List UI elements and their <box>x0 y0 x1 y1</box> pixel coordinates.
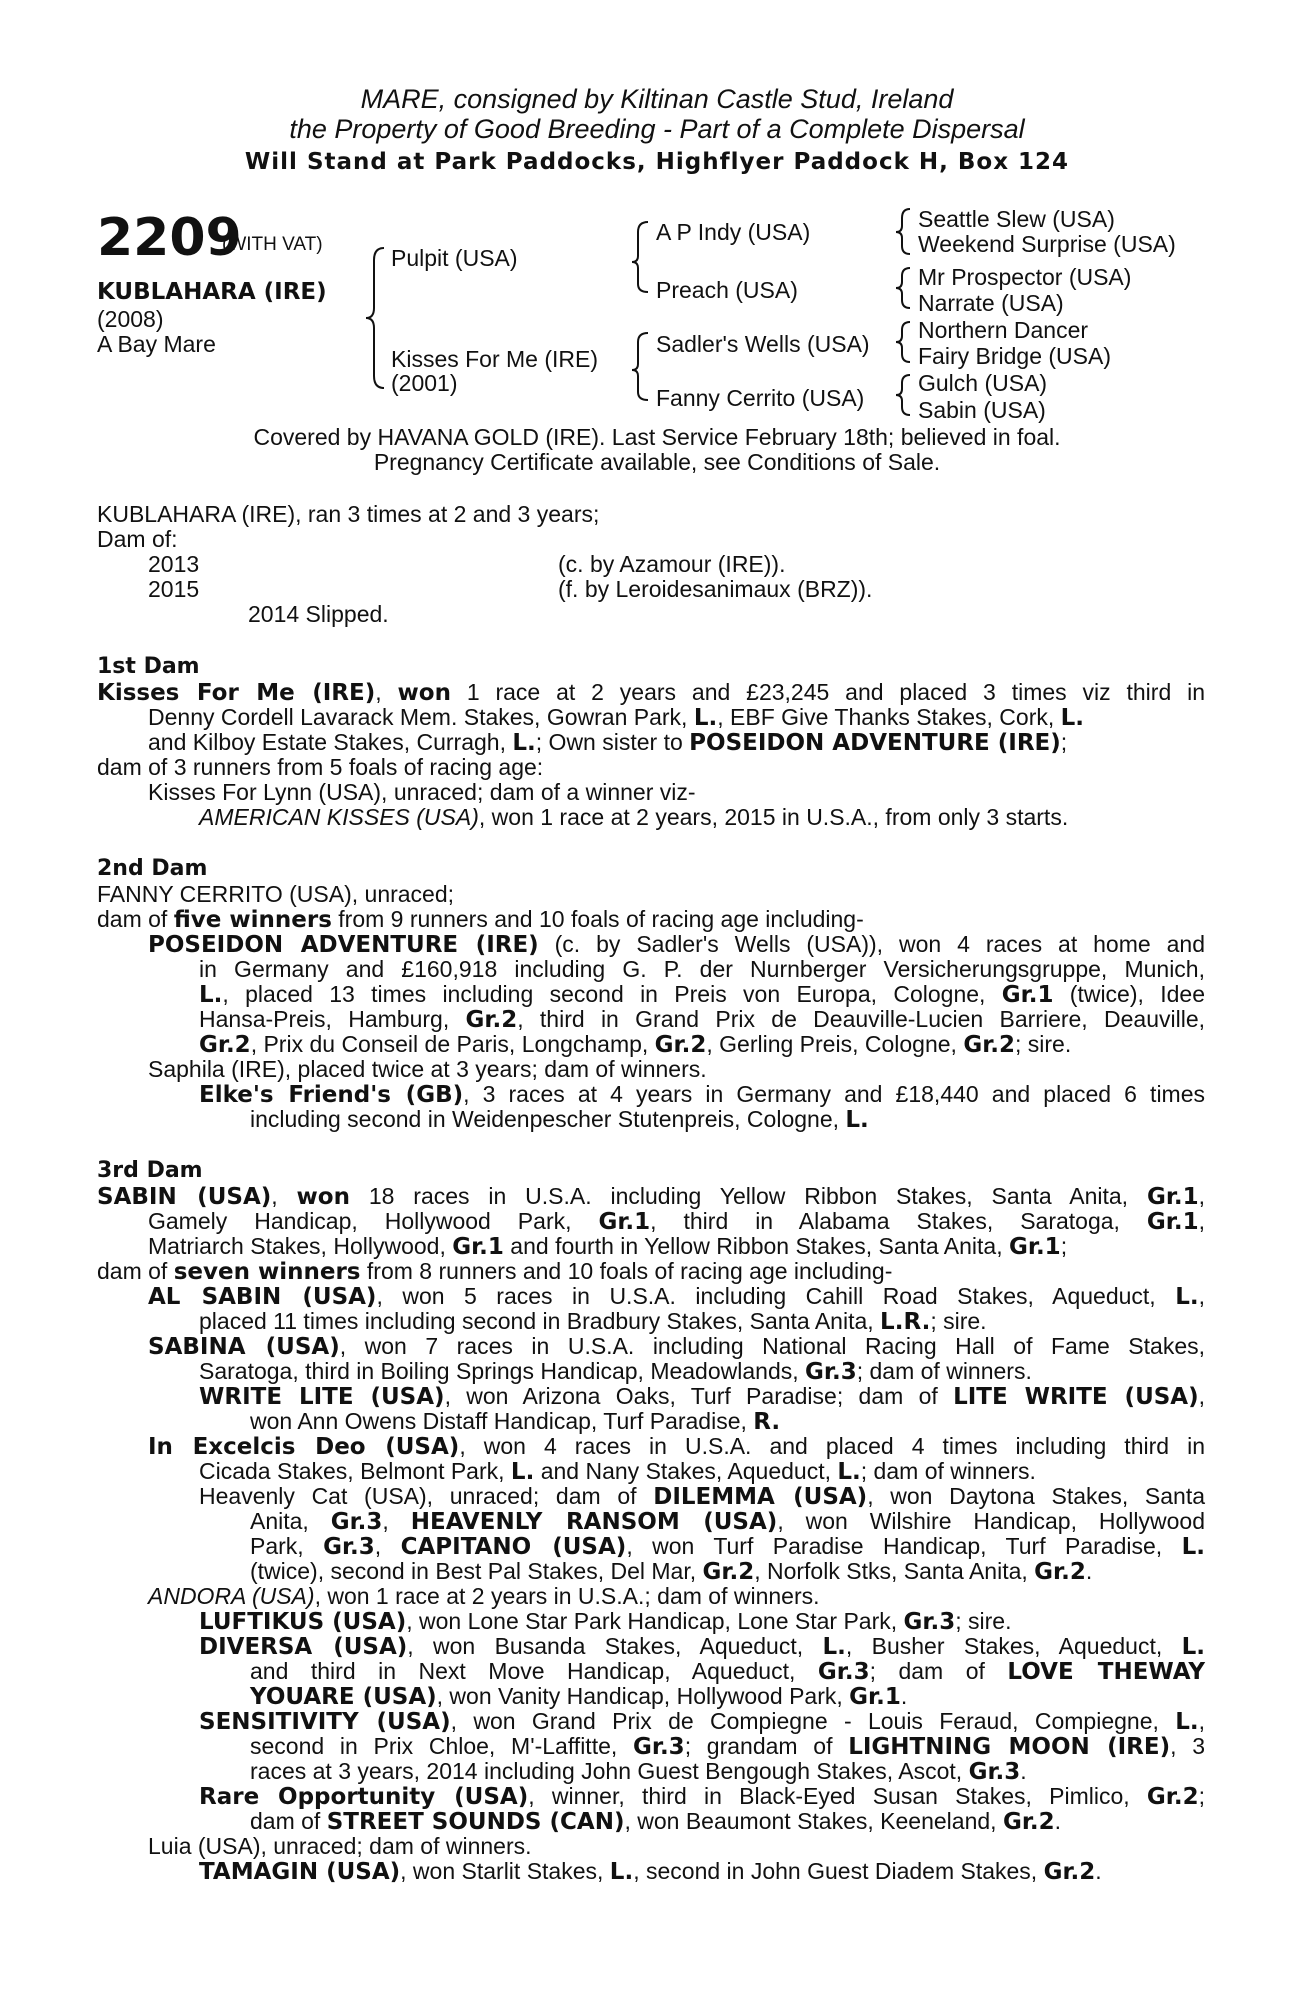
dam-of-label: Dam of: <box>97 526 178 552</box>
dam1-line-1: Kisses For Me (IRE), won 1 race at 2 years and £23,245 and placed 3 times viz third in <box>97 679 1206 706</box>
dam3-line-19: DIVERSA (USA), won Busanda Stakes, Aqueduct, L., Busher Stakes, Aqueduct, L. <box>199 1633 1205 1660</box>
dam3-line-18: LUFTIKUS (USA), won Lone Star Park Handicap, Lone Star Park, Gr.3; sire. <box>199 1608 1012 1635</box>
dam3-line-5: AL SABIN (USA), won 5 races in U.S.A. including Cahill Road Stakes, Aqueduct, L., <box>148 1283 1205 1310</box>
dam2-line-6: Hansa-Preis, Hamburg, Gr.2, third in Grand Prix de Deauville-Lucien Barriere, Deauville, <box>199 1006 1205 1033</box>
pedigree-g4: Narrate (USA) <box>918 290 1064 316</box>
dam3-line-15: Park, Gr.3, CAPITANO (USA), won Turf Paradise Handicap, Turf Paradise, L. <box>250 1533 1205 1560</box>
dam3-line-13: Heavenly Cat (USA), unraced; dam of DILEMMA (USA), won Daytona Stakes, Santa <box>199 1483 1206 1510</box>
dam1-line-5: Kisses For Lynn (USA), unraced; dam of a winner viz- <box>148 779 696 805</box>
covered-line-1: Covered by HAVANA GOLD (IRE). Last Service February 18th; believed in foal. <box>253 424 1061 450</box>
dam3-line-17: ANDORA (USA), won 1 race at 2 years in U.S.A.; dam of winners. <box>148 1583 820 1609</box>
dam2-line-5: L., placed 13 times including second in Preis von Europa, Cologne, Gr.1 (twice), Idee <box>199 981 1205 1008</box>
pedigree-g5: Northern Dancer <box>918 317 1089 343</box>
dam3-line-14: Anita, Gr.3, HEAVENLY RANSOM (USA), won Wilshire Handicap, Hollywood <box>250 1508 1205 1535</box>
header-line-1: MARE, consigned by Kiltinan Castle Stud, Ireland <box>360 84 954 114</box>
pedigree-g3: Mr Prospector (USA) <box>918 264 1132 290</box>
vat-label: (WITH VAT) <box>222 234 323 255</box>
dam3-line-28: TAMAGIN (USA), won Starlit Stakes, L., second in John Guest Diadem Stakes, Gr.2. <box>199 1858 1102 1885</box>
pedigree-dam-year: (2001) <box>391 370 458 396</box>
horse-year: (2008) <box>97 306 164 332</box>
pedigree-sire-dam: Preach (USA) <box>656 277 798 303</box>
pedigree-g1: Seattle Slew (USA) <box>918 206 1115 232</box>
progeny-year-1: 2013 <box>148 551 200 577</box>
dam1-title: 1st Dam <box>97 654 200 679</box>
dam3-line-21: YOUARE (USA), won Vanity Handicap, Hollywood Park, Gr.1. <box>250 1683 908 1710</box>
dam1-line-4: dam of 3 runners from 5 foals of racing age: <box>97 754 544 780</box>
dam3-line-2: Gamely Handicap, Hollywood Park, Gr.1, third in Alabama Stakes, Saratoga, Gr.1, <box>148 1208 1205 1235</box>
dam1-line-2: Denny Cordell Lavarack Mem. Stakes, Gowran Park, L., EBF Give Thanks Stakes, Cork, L. <box>148 704 1085 731</box>
dam3-line-16: (twice), second in Best Pal Stakes, Del Mar, Gr.2, Norfolk Stks, Santa Anita, Gr.2. <box>250 1558 1093 1585</box>
dam3-line-24: races at 3 years, 2014 including John Guest Bengough Stakes, Ascot, Gr.3. <box>250 1758 1027 1785</box>
dam2-line-3: POSEIDON ADVENTURE (IRE) (c. by Sadler's Wells (USA)), won 4 races at home and <box>148 931 1205 958</box>
bracket-g1 <box>896 209 910 254</box>
dam3-line-26: dam of STREET SOUNDS (CAN), won Beaumont Stakes, Keeneland, Gr.2. <box>250 1808 1062 1835</box>
dam2-line-9: Elke's Friend's (GB), 3 races at 4 years in Germany and £18,440 and placed 6 times <box>199 1081 1206 1108</box>
bracket-g2 <box>896 268 910 308</box>
pedigree-sire: Pulpit (USA) <box>391 245 518 271</box>
dam3-line-4: dam of seven winners from 8 runners and 10 foals of racing age including- <box>97 1258 893 1285</box>
pedigree-dam: Kisses For Me (IRE) <box>391 346 599 372</box>
dam2-line-10: including second in Weidenpescher Stutenpreis, Cologne, L. <box>250 1106 869 1133</box>
dam3-title: 3rd Dam <box>97 1158 203 1183</box>
dam3-line-8: Saratoga, third in Boiling Springs Handicap, Meadowlands, Gr.3; dam of winners. <box>199 1358 1032 1385</box>
pedigree-brackets <box>0 0 1314 460</box>
header-line-2: the Property of Good Breeding - Part of a Complete Dispersal <box>289 114 1025 144</box>
dam3-line-23: second in Prix Chloe, M'-Laffitte, Gr.3; grandam of LIGHTNING MOON (IRE), 3 <box>250 1733 1205 1760</box>
dam2-line-8: Saphila (IRE), placed twice at 3 years; dam of winners. <box>148 1056 707 1082</box>
progeny-year-2: 2015 <box>148 576 200 602</box>
pedigree-sire-sire: A P Indy (USA) <box>656 219 811 245</box>
dam2-title: 2nd Dam <box>97 856 208 881</box>
lot-number: 2209 <box>97 208 242 268</box>
dam2-line-7: Gr.2, Prix du Conseil de Paris, Longchamp, Gr.2, Gerling Preis, Cologne, Gr.2; sire. <box>199 1031 1072 1058</box>
dam3-line-9: WRITE LITE (USA), won Arizona Oaks, Turf Paradise; dam of LITE WRITE (USA), <box>199 1383 1206 1410</box>
bracket-g3 <box>896 322 910 362</box>
pedigree-g7: Gulch (USA) <box>918 370 1048 396</box>
dam3-line-25: Rare Opportunity (USA), winner, third in Black-Eyed Susan Stakes, Pimlico, Gr.2; <box>199 1783 1205 1810</box>
dam3-line-27: Luia (USA), unraced; dam of winners. <box>148 1833 532 1859</box>
dam3-line-1: SABIN (USA), won 18 races in U.S.A. including Yellow Ribbon Stakes, Santa Anita, Gr.1, <box>97 1183 1206 1210</box>
dam3-line-7: SABINA (USA), won 7 races in U.S.A. including National Racing Hall of Fame Stakes, <box>148 1333 1206 1360</box>
progeny-desc-2: (f. by Leroidesanimaux (BRZ)). <box>558 576 873 602</box>
dam3-line-10: won Ann Owens Distaff Handicap, Turf Paradise, R. <box>250 1408 781 1435</box>
dam3-line-20: and third in Next Move Handicap, Aqueduct, Gr.3; dam of LOVE THEWAY <box>250 1658 1206 1685</box>
dam2-line-2: dam of five winners from 9 runners and 10 foals of racing age including- <box>97 906 864 933</box>
dam3-line-6: placed 11 times including second in Bradbury Stakes, Santa Anita, L.R.; sire. <box>199 1308 987 1335</box>
pedigree-dam-sire: Sadler's Wells (USA) <box>656 331 870 357</box>
pedigree-g6: Fairy Bridge (USA) <box>918 343 1111 369</box>
bracket-dam <box>632 333 648 400</box>
dam3-line-22: SENSITIVITY (USA), won Grand Prix de Compiegne - Louis Feraud, Compiegne, L., <box>199 1708 1206 1735</box>
pedigree-g8: Sabin (USA) <box>918 397 1046 423</box>
progeny-desc-1: (c. by Azamour (IRE)). <box>558 551 786 577</box>
record-intro: KUBLAHARA (IRE), ran 3 times at 2 and 3 years; <box>97 501 600 527</box>
horse-description: A Bay Mare <box>97 331 216 357</box>
dam2-line-4: in Germany and £160,918 including G. P. der Nurnberger Versicherungsgruppe, Munich, <box>199 956 1205 982</box>
bracket-g4 <box>896 375 910 415</box>
dam3-line-3: Matriarch Stakes, Hollywood, Gr.1 and fourth in Yellow Ribbon Stakes, Santa Anita, Gr.1; <box>148 1233 1068 1260</box>
dam3-line-11: In Excelcis Deo (USA), won 4 races in U.S.A. and placed 4 times including third in <box>148 1433 1205 1460</box>
bracket-main <box>366 248 384 388</box>
pedigree-dam-dam: Fanny Cerrito (USA) <box>656 385 865 411</box>
header-line-3: Will Stand at Park Paddocks, Highflyer Paddock H, Box 124 <box>244 149 1070 175</box>
horse-name: KUBLAHARA (IRE) <box>97 279 327 305</box>
dam3-line-12: Cicada Stakes, Belmont Park, L. and Nany Stakes, Aqueduct, L.; dam of winners. <box>199 1458 1036 1485</box>
covered-line-2: Pregnancy Certificate available, see Conditions of Sale. <box>373 449 941 475</box>
dam1-line-6: AMERICAN KISSES (USA), won 1 race at 2 years, 2015 in U.S.A., from only 3 starts. <box>199 804 1069 830</box>
dam1-line-3: and Kilboy Estate Stakes, Curragh, L.; Own sister to POSEIDON ADVENTURE (IRE); <box>148 729 1068 756</box>
bracket-sire <box>632 222 648 292</box>
pedigree-g2: Weekend Surprise (USA) <box>918 231 1176 257</box>
dam2-line-1: FANNY CERRITO (USA), unraced; <box>97 881 455 907</box>
slipped-note: 2014 Slipped. <box>248 601 389 627</box>
